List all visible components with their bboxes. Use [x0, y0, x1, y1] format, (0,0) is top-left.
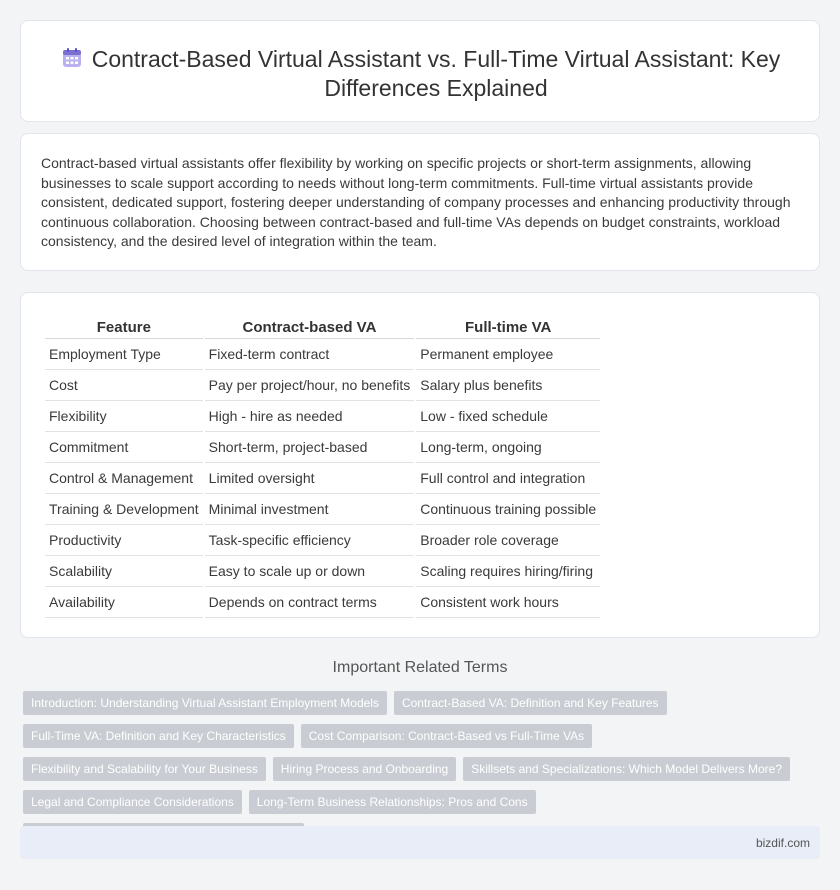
related-term-link[interactable]: Skillsets and Specializations: Which Model Delivers More?	[463, 757, 790, 781]
fulltime-va-cell: Permanent employee	[416, 339, 600, 370]
related-terms-heading: Important Related Terms	[332, 659, 508, 676]
contract-va-cell: Task-specific efficiency	[205, 525, 415, 556]
table-row	[45, 432, 600, 463]
fulltime-va-cell: Salary plus benefits	[416, 370, 600, 401]
fulltime-va-cell: Broader role coverage	[416, 525, 600, 556]
table-row	[45, 339, 600, 370]
table-row	[45, 463, 600, 494]
feature-cell: Availability	[45, 587, 203, 618]
table-row	[45, 525, 600, 556]
related-term-link[interactable]: Full-Time VA: Definition and Key Characteristics	[23, 724, 294, 748]
header-card	[20, 20, 820, 122]
related-term-link[interactable]: Legal and Compliance Considerations	[23, 790, 242, 814]
feature-cell: Scalability	[45, 556, 203, 587]
related-term-link[interactable]: Long-Term Business Relationships: Pros and Cons	[249, 790, 536, 814]
fulltime-va-cell: Low - fixed schedule	[416, 401, 600, 432]
title-wrap	[21, 45, 821, 103]
related-term-link[interactable]: Hiring Process and Onboarding	[273, 757, 456, 781]
fulltime-va-cell: Continuous training possible	[416, 494, 600, 525]
comparison-table	[43, 317, 602, 618]
fulltime-va-cell: Scaling requires hiring/firing	[416, 556, 600, 587]
feature-cell: Training & Development	[45, 494, 203, 525]
feature-cell: Commitment	[45, 432, 203, 463]
related-terms-list	[23, 691, 823, 847]
contract-va-cell: Pay per project/hour, no benefits	[205, 370, 415, 401]
table-row	[45, 401, 600, 432]
related-term-link[interactable]: Cost Comparison: Contract-Based vs Full-Time VAs	[301, 724, 592, 748]
contract-va-cell: Fixed-term contract	[205, 339, 415, 370]
contract-va-cell: Easy to scale up or down	[205, 556, 415, 587]
feature-cell: Control & Management	[45, 463, 203, 494]
intro-card	[20, 133, 820, 271]
comparison-table-card	[20, 292, 820, 638]
contract-va-cell: Short-term, project-based	[205, 432, 415, 463]
contract-va-cell: High - hire as needed	[205, 401, 415, 432]
page-title: Contract-Based Virtual Assistant vs. Full-Time Virtual Assistant: Key Differences Explained	[91, 46, 781, 101]
related-term-link[interactable]: Contract-Based VA: Definition and Key Features	[394, 691, 667, 715]
intro-paragraph: Contract-based virtual assistants offer flexibility by working on specific projects or short-term assignments, allowing businesses to scale support according to needs without long-term commitments. Full-time virtual assistants provide consistent, dedicated support, fostering deeper understanding of company processes and enhancing productivity through continuous collaboration. Choosing between contract-based and full-time VAs depends on budget constraints, workload consistency, and the desired level of integration within the team.	[41, 155, 791, 249]
column-header-feature: Feature	[45, 317, 203, 339]
feature-cell: Cost	[45, 370, 203, 401]
fulltime-va-cell: Consistent work hours	[416, 587, 600, 618]
feature-cell: Flexibility	[45, 401, 203, 432]
table-header-row	[45, 317, 600, 339]
calendar-icon	[61, 47, 83, 69]
table-row	[45, 556, 600, 587]
related-term-link[interactable]: Introduction: Understanding Virtual Assistant Employment Models	[23, 691, 387, 715]
related-term-link[interactable]: Flexibility and Scalability for Your Business	[23, 757, 266, 781]
table-row	[45, 370, 600, 401]
table-row	[45, 494, 600, 525]
column-header-contract-va: Contract-based VA	[205, 317, 415, 339]
fulltime-va-cell: Long-term, ongoing	[416, 432, 600, 463]
feature-cell: Productivity	[45, 525, 203, 556]
footer-brand: bizdif.com	[755, 836, 810, 850]
contract-va-cell: Depends on contract terms	[205, 587, 415, 618]
fulltime-va-cell: Full control and integration	[416, 463, 600, 494]
column-header-fulltime-va: Full-time VA	[416, 317, 600, 339]
feature-cell: Employment Type	[45, 339, 203, 370]
table-row	[45, 587, 600, 618]
footer	[20, 826, 820, 859]
contract-va-cell: Limited oversight	[205, 463, 415, 494]
contract-va-cell: Minimal investment	[205, 494, 415, 525]
